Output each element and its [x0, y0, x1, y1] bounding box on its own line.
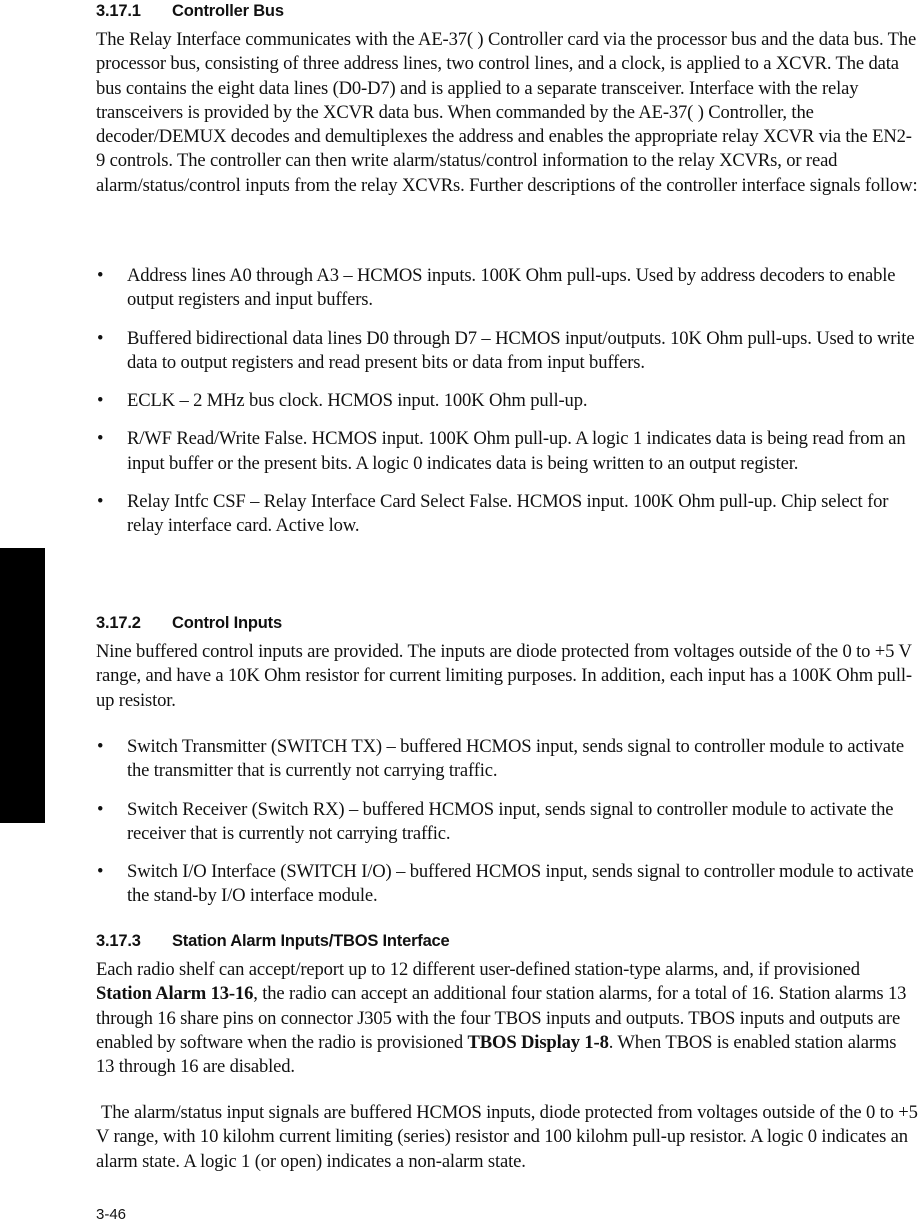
section-heading-control-inputs: [96, 614, 282, 633]
bullet-icon: •: [97, 390, 104, 412]
list-item: • ECLK – 2 MHz bus clock. HCMOS input. 100K Ohm pull-up.: [96, 389, 918, 413]
bullet-icon: •: [97, 265, 104, 286]
section-number: 3.17.1: [96, 2, 141, 20]
section-title: Station Alarm Inputs/TBOS Interface: [172, 932, 450, 950]
controller-bus-intro: The Relay Interface communicates with the AE-37( ) Controller card via the processor bus and the data bus. The processor bus, consisting of three address lines, two control lines, and a clock, is applied to a XCVR. The data bus contains the eight data lines (D0-D7) and is applied to a separate transceiver. Interface with the relay transceivers is provided by the XCVR data bus. When commanded by the AE-37( ) Controller, the decoder/DEMUX decodes and demultiplexes the address and enables the appropriate relay XCVR via the EN2-9 controls. The controller can then write alarm/status/control information to the relay XCVRs, or read alarm/status/control inputs from the relay XCVRs. Further descriptions of the controller interface signals follow:: [96, 29, 918, 196]
chapter-side-tab: [0, 548, 45, 823]
page-number: 3-46: [96, 1206, 127, 1223]
section-heading-controller-bus: [96, 2, 284, 21]
list-item: • Switch Receiver (Switch RX) – buffered HCMOS input, sends signal to controller module to activate the receiver that is currently not carrying traffic.: [97, 798, 894, 844]
section-heading-station-alarm-inputs: [96, 932, 450, 951]
bullet-icon: •: [97, 798, 104, 820]
list-item: • Relay Intfc CSF – Relay Interface Card Select False. HCMOS input. 100K Ohm pull-up. Chip select for relay interface card. Active low.: [97, 491, 889, 537]
bullet-icon: •: [97, 327, 104, 349]
bullet-icon: •: [97, 736, 104, 757]
provision-option-tbos-display: TBOS Display 1-8: [467, 1031, 609, 1053]
list-item: • Address lines A0 through A3 – HCMOS inputs. 100K Ohm pull-ups. Used by address decoders to enable output registers and input buffers.: [97, 265, 896, 311]
section-number: 3.17.3: [96, 932, 141, 950]
section-number: 3.17.2: [96, 614, 141, 632]
bullet-icon: •: [97, 861, 104, 883]
bullet-icon: •: [97, 491, 104, 513]
station-alarm-paragraph-2: The alarm/status input signals are buffered HCMOS inputs, diode protected from voltages outside of the 0 to +5 V range, with 10 kilohm current limiting (series) resistor and 100 kilohm pull-up resistor. A logic 0 indicates an alarm state. A logic 1 (or open) indicates a non-alarm state.: [96, 1102, 918, 1172]
list-item: • Switch I/O Interface (SWITCH I/O) – buffered HCMOS input, sends signal to controller module to activate the stand-by I/O interface module.: [97, 861, 914, 907]
list-item: • R/WF Read/Write False. HCMOS input. 100K Ohm pull-up. A logic 1 indicates data is being read from an input buffer or the present bits. A logic 0 indicates data is being written to an output register.: [97, 428, 906, 474]
control-inputs-list: [96, 735, 918, 909]
list-item: • Switch Transmitter (SWITCH TX) – buffered HCMOS input, sends signal to controller module to activate the transmitter that is currently not carrying traffic.: [97, 736, 905, 782]
control-inputs-intro: Nine buffered control inputs are provided. The inputs are diode protected from voltages outside of the 0 to +5 V range, and have a 10K Ohm resistor for current limiting purposes. In addition, each input has a 100K Ohm pull-up resistor.: [96, 641, 912, 711]
bullet-icon: •: [97, 428, 104, 450]
list-item: • Buffered bidirectional data lines D0 through D7 – HCMOS input/outputs. 10K Ohm pull-ups. Used to write data to output registers and read present bits or data from input buffers.: [97, 327, 915, 373]
section-title: Control Inputs: [172, 614, 282, 632]
provision-option-station-alarm: Station Alarm 13-16: [96, 983, 254, 1005]
station-alarm-paragraph-1: Each radio shelf can accept/report up to 12 different user-defined station-type alarms, and, if provisioned Station Alarm 13-16, the radio can accept an additional four station alarms, for a total of 16. Station alarms 13 through 16 share pins on connector J305 with the four TBOS inputs and outputs. TBOS inputs and outputs are enabled by software when the radio is provisioned TBOS Display 1-8. When TBOS is enabled station alarms 13 through 16 are disabled.: [96, 959, 907, 1078]
section-title: Controller Bus: [172, 2, 284, 20]
controller-bus-signal-list: [96, 264, 918, 539]
